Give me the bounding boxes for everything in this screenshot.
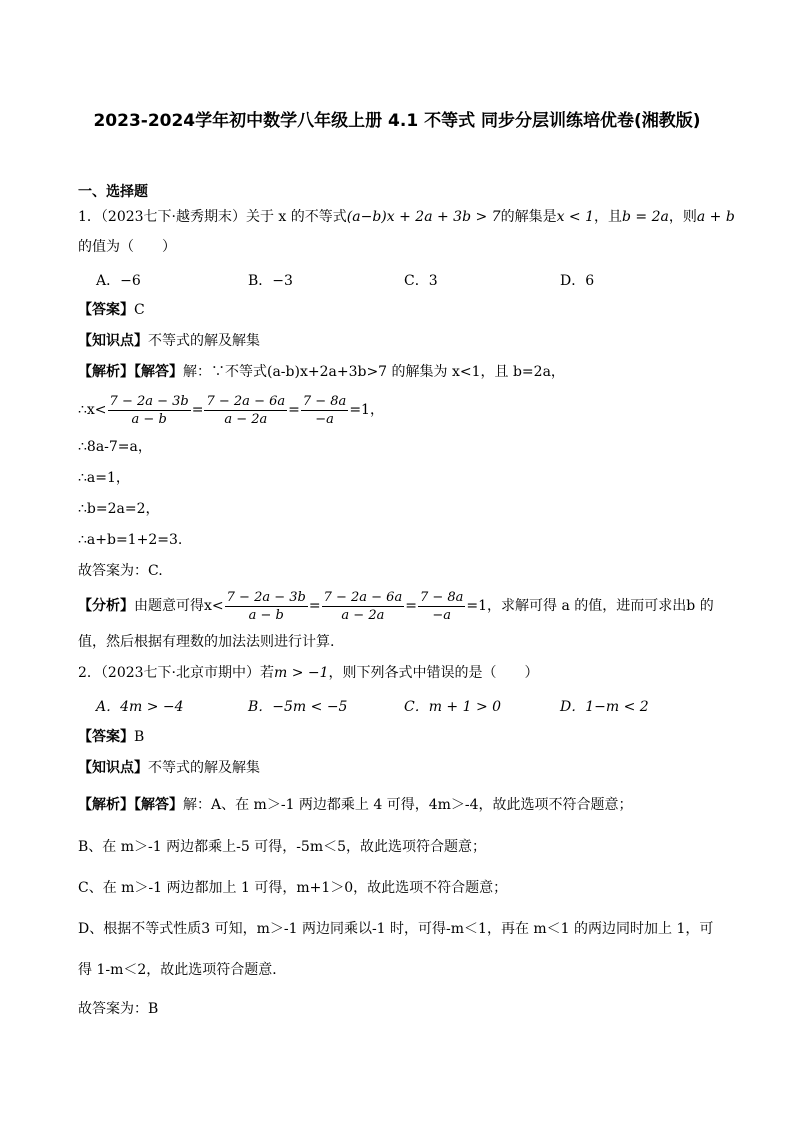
q2-stem-text-1: 2．（2023七下·北京市期中）若 (78, 665, 274, 681)
q1-option-a: A．−6 (96, 273, 141, 289)
q1-fraction-1 (108, 393, 191, 428)
q1-fraction-chain (78, 392, 384, 428)
q1-option-c: C．3 (404, 273, 438, 289)
q1-fenxi-line-2: 值，然后根据有理数的加法法则进行计算. (78, 634, 335, 650)
q1-fenxi-fraction-2-denominator: a − 2a (341, 607, 385, 623)
q1-fenxi-fraction-1-denominator: a − b (248, 607, 284, 623)
q1-frac-suffix: =1， (349, 402, 384, 418)
q1-fenxi-fraction-3 (418, 589, 465, 624)
q1-equals-1: = (191, 402, 204, 418)
q1-fraction-1-denominator: a − b (131, 411, 167, 427)
q1-conclusion: 故答案为：C. (78, 563, 163, 579)
q2-analysis-line-4: D、根据不等式性质3 可知，m＞-1 两边同乘以-1 时，可得-m＜1，再在 m＜1 的两边同时加上 1，可 (78, 921, 714, 937)
q1-fraction-2-denominator: a − 2a (224, 411, 268, 427)
q2-knowledge-point (78, 758, 260, 778)
q1-expr-inequality: (a−b)x + 2a + 3b > 7 (346, 209, 501, 225)
q2-conclusion: 故答案为：B (78, 1001, 159, 1017)
q1-fenxi-suffix: =1，求解可得 a 的值，进而可求出b 的 (466, 598, 714, 614)
q1-fraction-3-numerator: 7 − 8a (302, 393, 347, 409)
q2-answer (78, 727, 144, 747)
q1-fraction-2 (204, 393, 287, 428)
q1-knowledge-point (78, 331, 260, 351)
q1-analysis-line-1 (78, 362, 565, 382)
q1-stem-text-3: ，且 (594, 209, 623, 225)
q1-fenxi-tag: 【分析】 (78, 598, 134, 614)
q1-expr-condition: b = 2a (622, 209, 669, 225)
q1-option-d: D．6 (560, 273, 595, 289)
q1-fenxi-prefix: 由题意可得x< (134, 598, 224, 614)
q2-option-b: B．−5m < −5 (248, 699, 348, 715)
q1-kp-text: 不等式的解及解集 (148, 333, 260, 349)
q1-kp-tag: 【知识点】 (78, 333, 148, 349)
q1-fraction-1-numerator: 7 − 2a − 3b (109, 393, 189, 409)
q1-step-4: ∴a+b=1+2=3. (78, 532, 183, 548)
q1-frac-prefix: ∴x< (78, 402, 107, 418)
q2-expr-condition: m > −1 (274, 665, 329, 681)
q2-option-d: D．1−m < 2 (560, 699, 649, 715)
q1-fenxi-fraction-1-numerator: 7 − 2a − 3b (226, 589, 306, 605)
q2-analysis-line-2: B、在 m＞-1 两边都乘上-5 可得，-5m＜5，故此选项符合题意； (78, 839, 487, 855)
q1-fenxi-fraction-1 (225, 589, 308, 624)
q1-answer-value: C (134, 302, 145, 318)
q1-fraction-2-numerator: 7 − 2a − 6a (206, 393, 286, 409)
q2-stem-text-2: ，则下列各式中错误的是（ ） (328, 665, 539, 681)
q1-analysis-tag: 【解析】【解答】 (78, 364, 183, 380)
q1-expr-target: a + b (696, 209, 735, 225)
q1-fenxi-fraction-3-denominator: −a (432, 607, 451, 623)
q1-fenxi-fraction-2-numerator: 7 − 2a − 6a (323, 589, 403, 605)
q1-stem-text-2: 的解集是 (500, 209, 557, 225)
q1-fenxi-equals-2: = (405, 598, 417, 614)
q1-fenxi-fraction-2 (322, 589, 405, 624)
q2-answer-value: B (134, 729, 145, 745)
q2-kp-text: 不等式的解及解集 (148, 760, 260, 776)
q2-analysis-line-1 (78, 795, 633, 815)
q1-stem-text-1: 1．（2023七下·越秀期末）关于 x 的不等式 (78, 209, 347, 225)
q2-analysis-text-1: 解：A、在 m＞-1 两边都乘上 4 可得，4m＞-4，故此选项不符合题意； (183, 797, 633, 813)
q1-fenxi-equals-1: = (308, 598, 321, 614)
q2-analysis-tag: 【解析】【解答】 (78, 797, 183, 813)
q1-step-3: ∴b=2a=2， (78, 501, 160, 517)
q1-stem (78, 207, 735, 227)
q2-kp-tag: 【知识点】 (78, 760, 148, 776)
q1-step-1: ∴8a-7=a， (78, 439, 152, 455)
section-heading: 一、选择题 (78, 184, 148, 200)
q2-option-c: C．m + 1 > 0 (404, 699, 502, 715)
q2-stem (78, 663, 539, 683)
q1-equals-2: = (288, 402, 300, 418)
q2-option-a: A．4m > −4 (96, 699, 184, 715)
q1-analysis-text: 解：∵不等式(a-b)x+2a+3b>7 的解集为 x<1，且 b=2a， (183, 364, 565, 380)
q1-expr-solution: x < 1 (556, 209, 595, 225)
q1-step-2: ∴a=1， (78, 470, 130, 486)
q1-fraction-3-denominator: −a (315, 411, 334, 427)
q1-answer (78, 300, 145, 320)
document-title: 2023-2024学年初中数学八年级上册 4.1 不等式 同步分层训练培优卷(湘教版) (93, 111, 701, 131)
q1-fenxi (78, 588, 714, 624)
q2-answer-tag: 【答案】 (78, 729, 134, 745)
q1-stem-text-4: ，则 (668, 209, 697, 225)
q1-stem-end: 的值为（ ） (78, 239, 176, 255)
q2-analysis-line-3: C、在 m＞-1 两边都加上 1 可得，m+1＞0，故此选项不符合题意； (78, 880, 508, 896)
q1-fenxi-fraction-3-numerator: 7 − 8a (419, 589, 464, 605)
q1-answer-tag: 【答案】 (78, 302, 134, 318)
q1-fraction-3 (301, 393, 348, 428)
q2-analysis-line-5: 得 1-m＜2，故此选项符合题意． (78, 962, 287, 978)
q1-option-b: B．−3 (248, 273, 293, 289)
